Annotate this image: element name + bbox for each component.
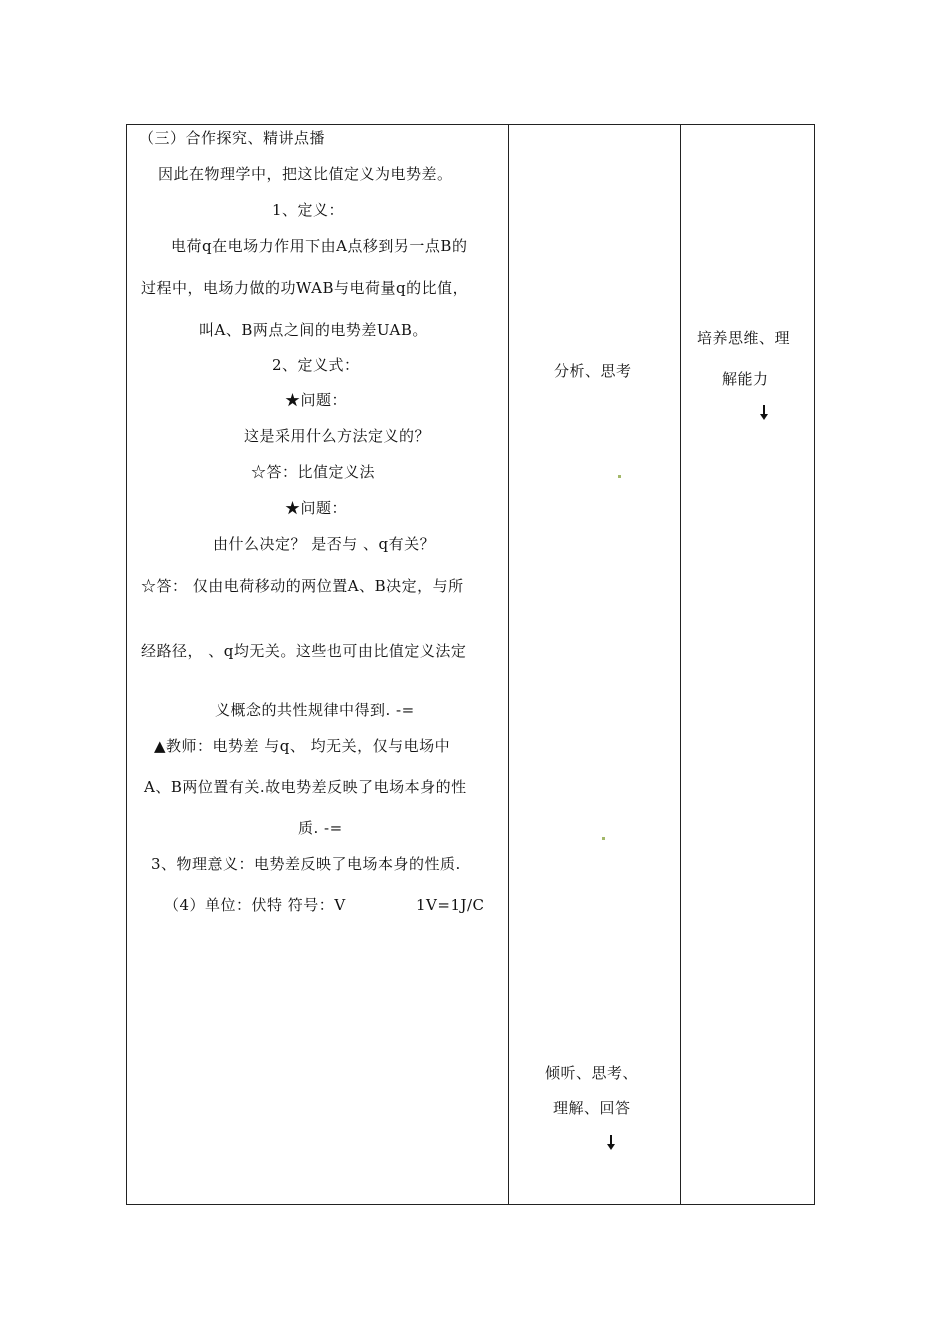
activity-listen-line-2: 理解、回答 [553, 1099, 631, 1117]
activity-listen-line-1: 倾听、思考、 [545, 1064, 639, 1082]
activity-analyze-think: 分析、思考 [554, 362, 632, 380]
definition-line-1: 电荷q在电场力作用下由A点移到另一点B的 [171, 237, 468, 255]
unit-equation: 1V=1J/C [416, 896, 485, 914]
section-heading: （三）合作探究、精讲点播 [139, 129, 326, 147]
answer-2-line-3: 义概念的共性规律中得到. -= [215, 701, 415, 719]
column-divider-2 [680, 124, 681, 1205]
column-divider-1 [508, 124, 509, 1205]
question-2-text: 由什么决定？ 是否与 、q有关？ [213, 535, 436, 553]
unit-text: （4）单位：伏特 符号：V [164, 896, 346, 914]
answer-2-line-1: ☆答： 仅由电荷移动的两位置A、B决定，与所 [141, 577, 464, 595]
question-2-label: ★问题： [285, 499, 348, 517]
question-1-label: ★问题： [285, 391, 348, 409]
definition-line-2: 过程中，电场力做的功WAB与电荷量q的比值， [141, 279, 469, 297]
teacher-line-2: A、B两位置有关.故电势差反映了电场本身的性 [144, 778, 467, 796]
definition-heading: 1、定义： [272, 201, 345, 219]
speck-mark [602, 837, 605, 840]
teacher-line-3: 质. -= [298, 819, 343, 837]
intro-text: 因此在物理学中，把这比值定义为电势差。 [158, 165, 453, 183]
question-1-text: 这是采用什么方法定义的？ [244, 427, 431, 445]
definition-line-3: 叫A、B两点之间的电势差UAB。 [199, 321, 428, 339]
physical-meaning: 3、物理意义：电势差反映了电场本身的性质. [151, 855, 461, 873]
down-arrow-icon [759, 405, 769, 421]
answer-1-text: ☆答：比值定义法 [251, 463, 376, 481]
goal-line-2: 解能力 [722, 370, 769, 388]
goal-line-1: 培养思维、理 [697, 329, 791, 347]
speck-mark [618, 475, 621, 478]
down-arrow-icon [606, 1135, 616, 1151]
formula-heading: 2、定义式： [272, 356, 360, 374]
answer-2-line-2: 经路径， 、q均无关。这些也可由比值定义法定 [141, 642, 467, 660]
teacher-line-1: ▲教师：电势差 与q、 均无关，仅与电场中 [154, 737, 451, 755]
